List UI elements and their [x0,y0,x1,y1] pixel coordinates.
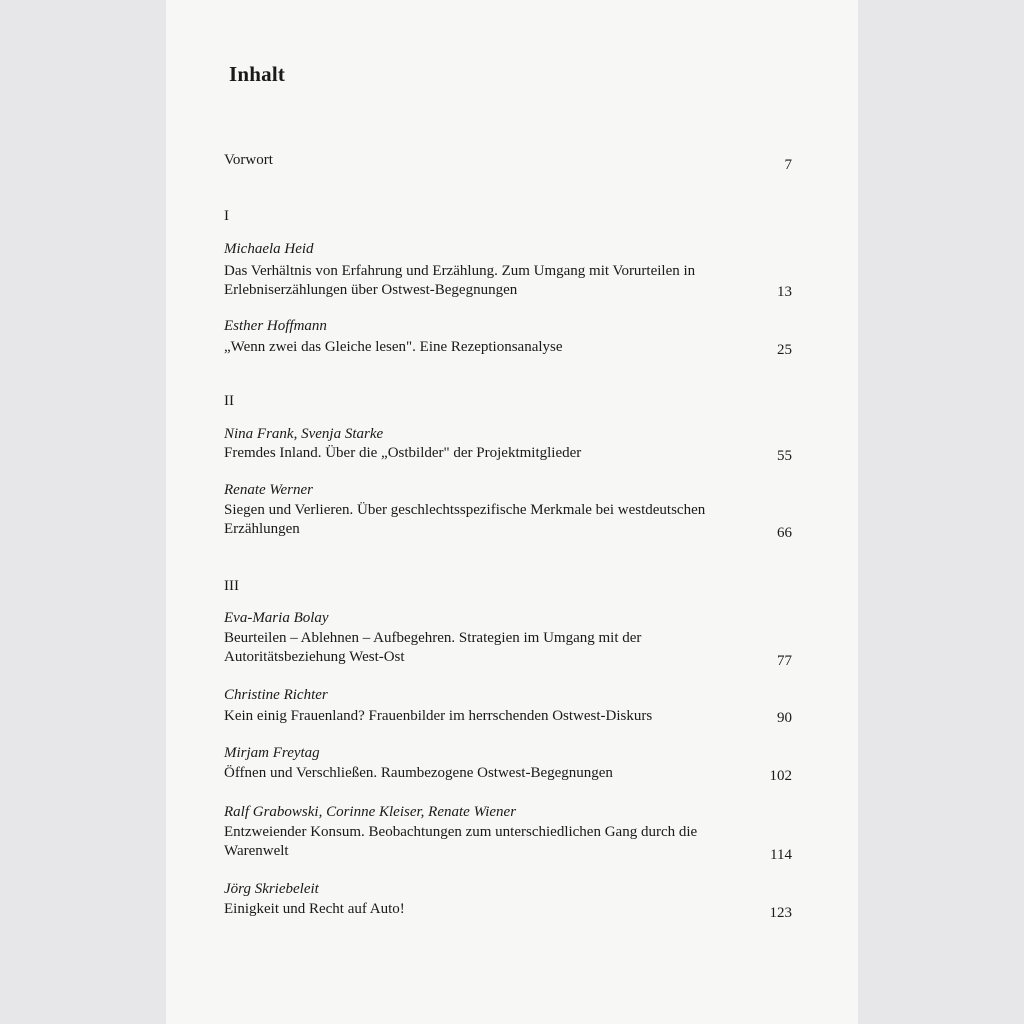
toc-entry-title: Kein einig Frauenland? Frauenbilder im herrschenden Ostwest-Diskurs [224,708,653,724]
toc-entry-title: Beurteilen – Ablehnen – Aufbegehren. Strategien im Umgang mit der [224,630,642,646]
toc-page-number: 77 [777,653,792,669]
toc-page-number: 114 [770,847,792,863]
toc-entry-title: Entzweiender Konsum. Beobachtungen zum unterschiedlichen Gang durch die [224,824,698,840]
toc-author: Nina Frank, Svenja Starke [224,426,384,442]
toc-entry-title: Einigkeit und Recht auf Auto! [224,901,405,917]
page-title: Inhalt [229,62,286,86]
section-label: I [224,208,229,224]
toc-entry-title: Erzählungen [224,521,300,537]
toc-author: Jörg Skriebeleit [224,881,319,897]
toc-page-number: 90 [777,710,792,726]
section-label: II [224,393,234,409]
toc-page-number: 7 [784,157,792,173]
toc-author: Renate Werner [224,482,314,498]
toc-page-number: 13 [777,284,792,300]
toc-entry-title: Vorwort [224,152,273,168]
toc-page-number: 102 [769,768,792,784]
toc-entry-title: Das Verhältnis von Erfahrung und Erzählung. Zum Umgang mit Vorurteilen in [224,263,696,279]
toc-entry-title: „Wenn zwei das Gleiche lesen". Eine Rezeptionsanalyse [224,339,563,355]
toc-author: Eva-Maria Bolay [224,610,329,626]
toc-author: Mirjam Freytag [224,745,320,761]
toc-entry-title: Autoritätsbeziehung West-Ost [224,649,405,665]
toc-author: Esther Hoffmann [224,318,327,334]
toc-entry-title: Siegen und Verlieren. Über geschlechtsspezifische Merkmale bei westdeutschen [224,502,706,518]
toc-page-number: 25 [777,342,792,358]
toc-author: Christine Richter [224,687,328,703]
toc-page-number: 55 [777,448,792,464]
toc-entry-title: Warenwelt [224,843,289,859]
toc-entry-title: Erlebniserzählungen über Ostwest-Begegnungen [224,282,518,298]
toc-author: Michaela Heid [224,241,314,257]
toc-page-number: 66 [777,525,792,541]
toc-author: Ralf Grabowski, Corinne Kleiser, Renate Wiener [224,804,517,820]
section-label: III [224,578,239,594]
toc-entry-title: Öffnen und Verschließen. Raumbezogene Ostwest-Begegnungen [224,765,613,781]
toc-page-number: 123 [769,905,792,921]
toc-entry-title: Fremdes Inland. Über die „Ostbilder" der Projektmitglieder [224,445,582,461]
